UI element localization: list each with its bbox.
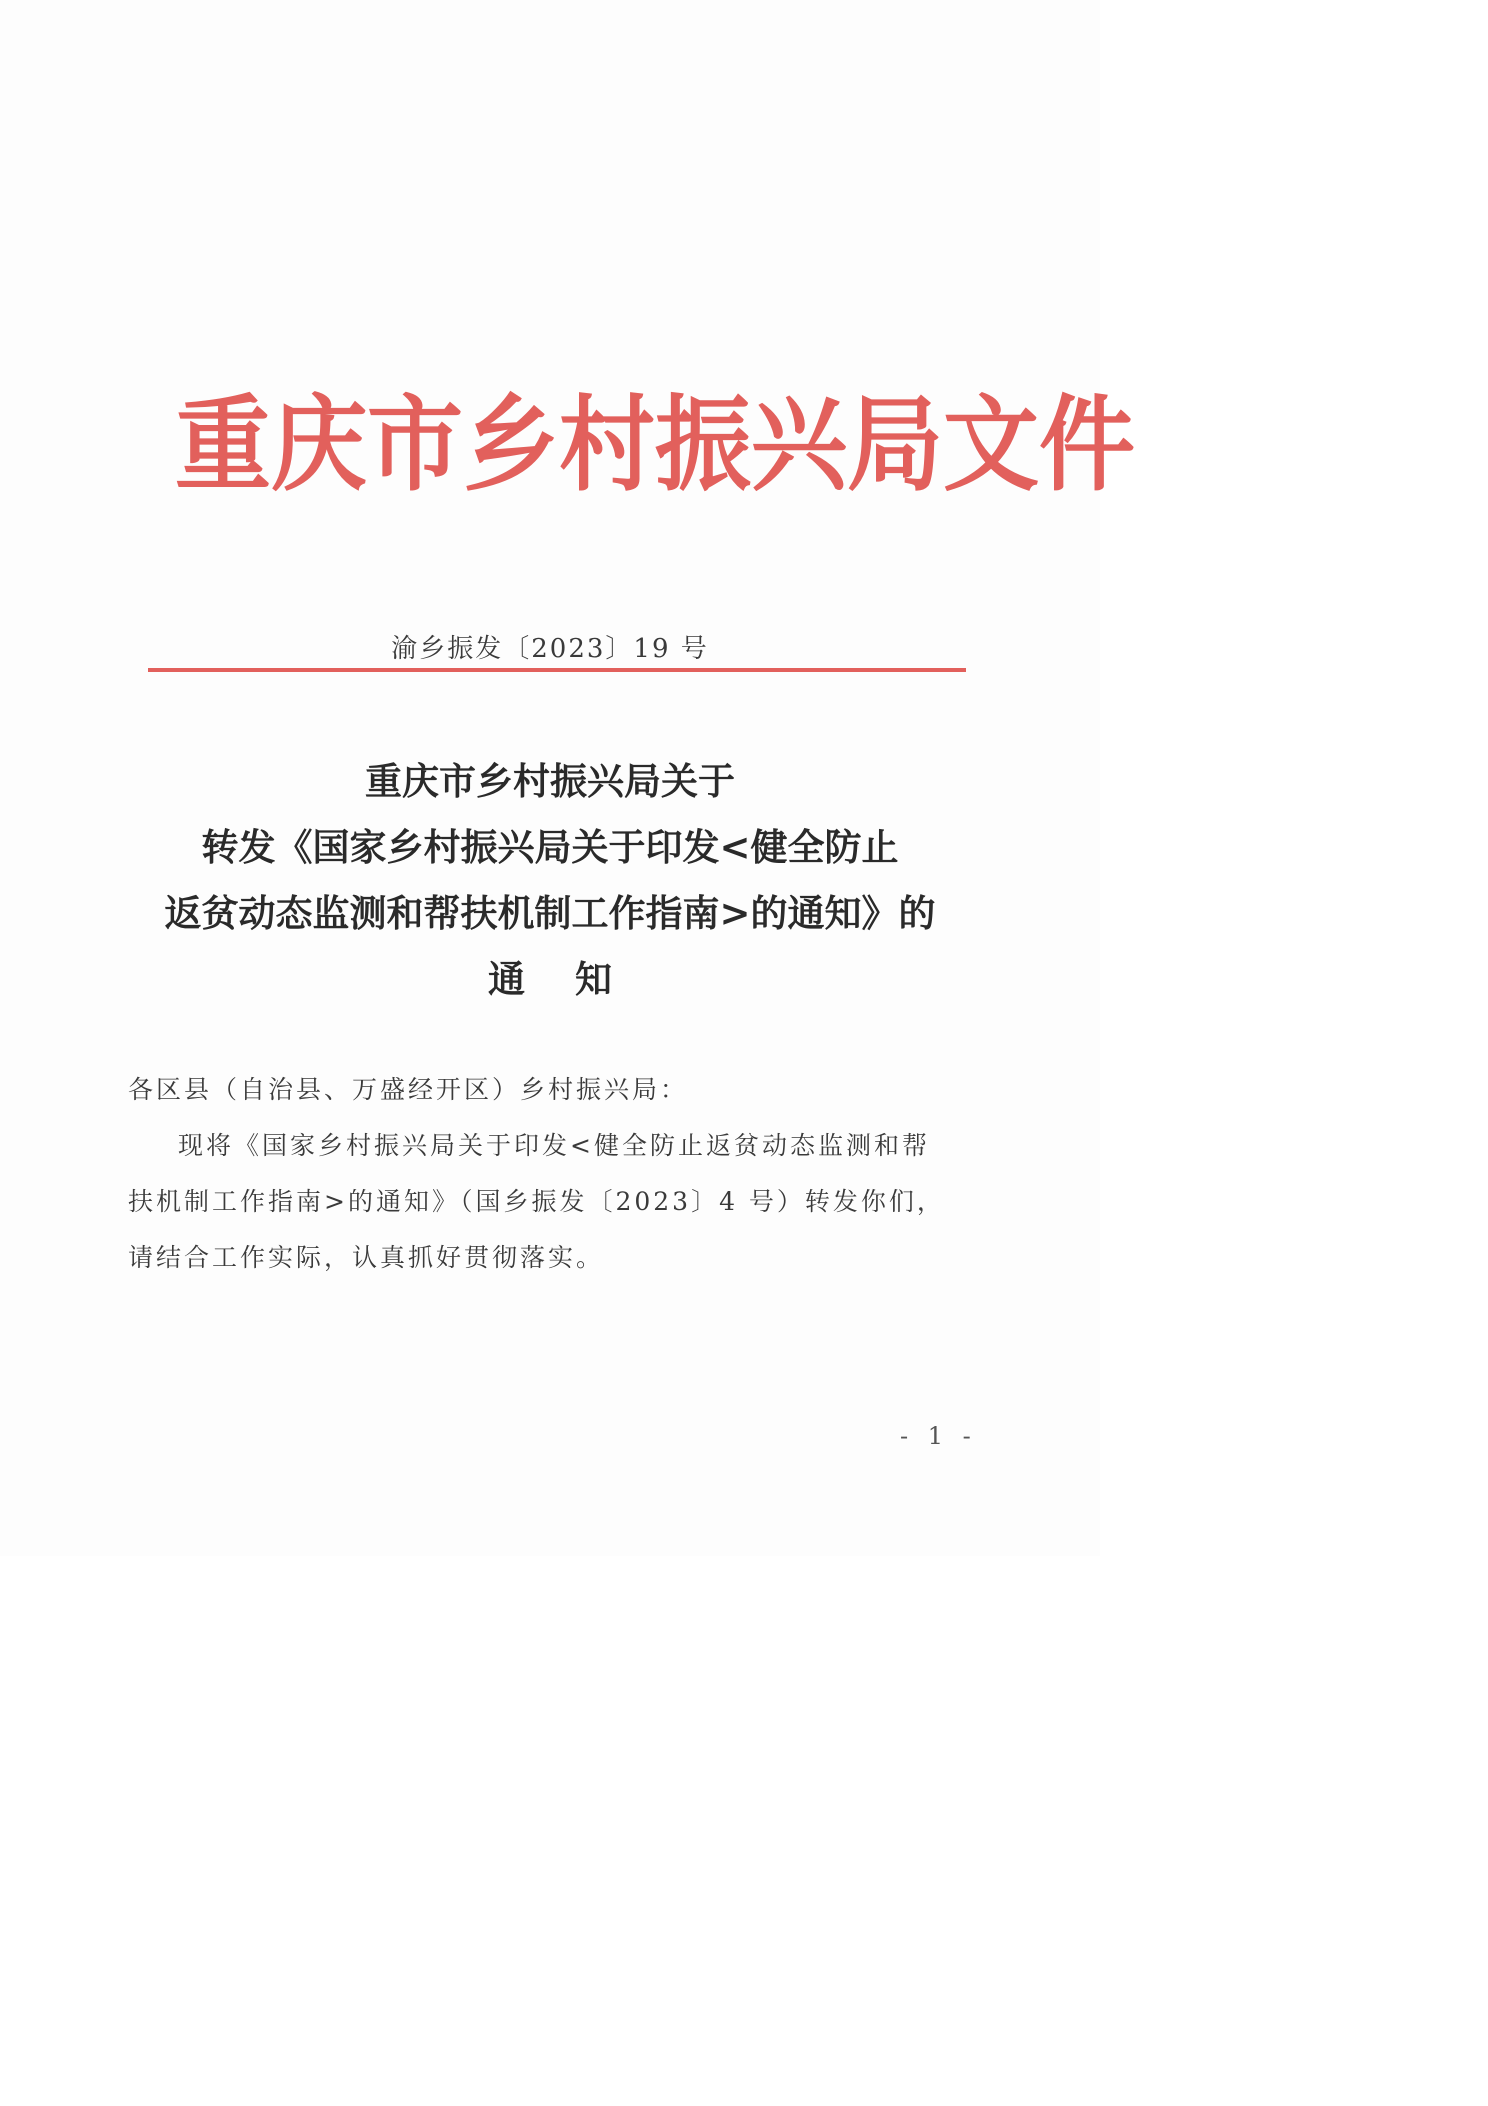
letterhead-char: 兴 — [751, 383, 847, 506]
page-number: - 1 - — [900, 1422, 977, 1450]
title-line-2: 转发《国家乡村振兴局关于印发<健全防止 — [201, 825, 899, 869]
letterhead-char: 文 — [943, 383, 1039, 506]
letterhead-char: 振 — [655, 383, 751, 506]
document-number: 渝乡振发〔2023〕19 号 — [391, 634, 709, 664]
letterhead-char: 乡 — [463, 383, 559, 506]
letterhead-char: 局 — [847, 383, 943, 506]
letterhead-char: 村 — [559, 383, 655, 506]
document-title — [120, 748, 980, 1012]
title-line-3: 返贫动态监测和帮扶机制工作指南>的通知》的 — [164, 891, 936, 935]
document-body — [128, 1062, 950, 1286]
letterhead-char: 庆 — [271, 383, 367, 506]
red-divider-line — [148, 668, 966, 672]
body-paragraph: 现将《国家乡村振兴局关于印发<健全防止返贫动态监测和帮扶机制工作指南>的通知》（国乡振发〔2023〕4 号）转发你们，请结合工作实际，认真抓好贯彻落实。 — [128, 1131, 945, 1272]
letterhead-char: 重 — [175, 383, 271, 506]
letterhead-char: 市 — [367, 383, 463, 506]
red-letterhead — [175, 383, 1135, 506]
title-line-1: 重庆市乡村振兴局关于 — [365, 759, 735, 803]
title-line-4: 通知 — [488, 957, 662, 1001]
letterhead-char: 件 — [1039, 383, 1135, 506]
salutation: 各区县（自治县、万盛经开区）乡村振兴局： — [128, 1075, 689, 1104]
